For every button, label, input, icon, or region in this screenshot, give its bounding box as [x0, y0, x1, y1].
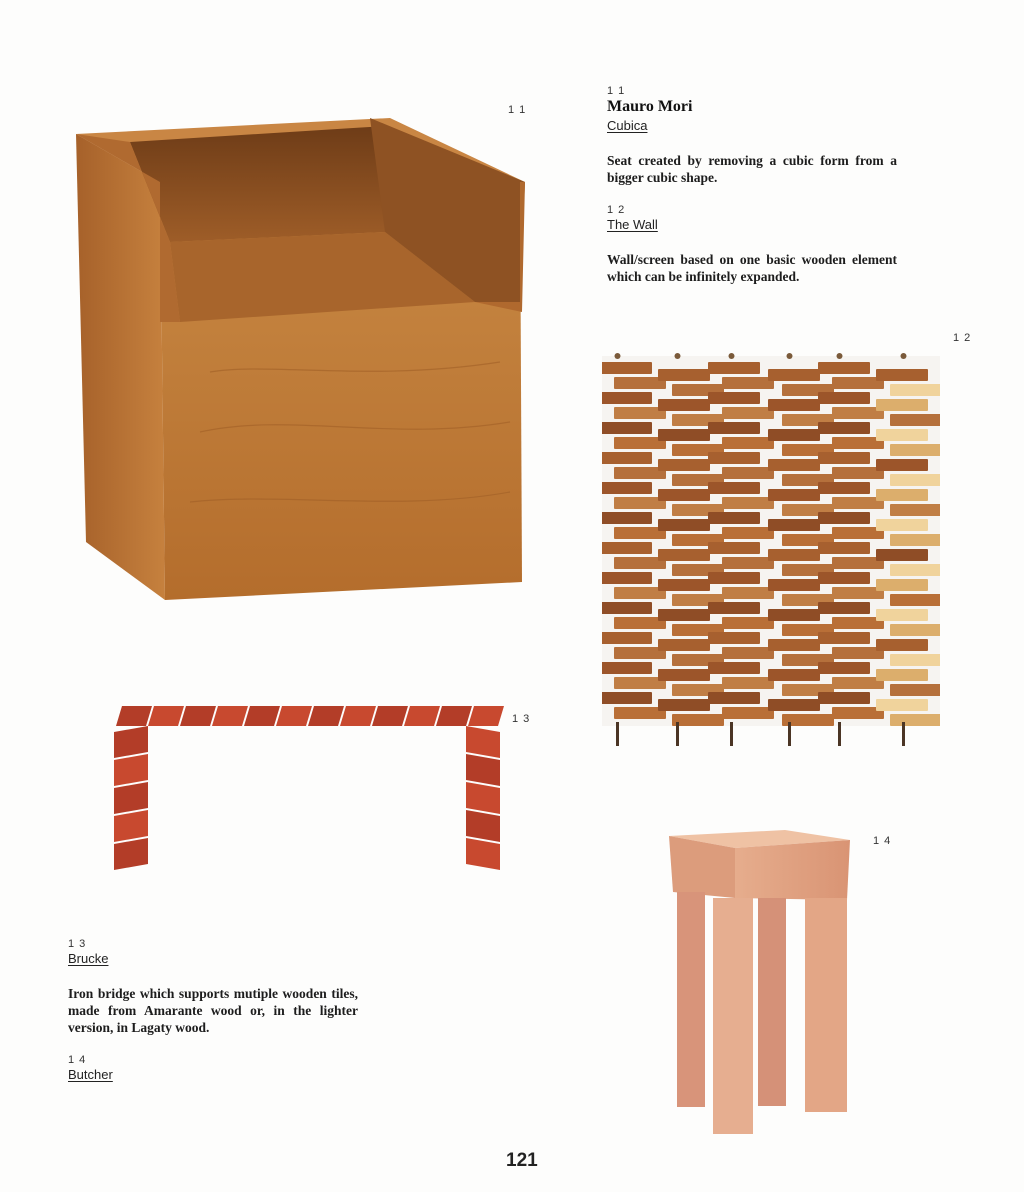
wall-foot	[788, 722, 791, 746]
wall-brick	[602, 692, 652, 704]
wall-brick	[602, 392, 652, 404]
stool-leg	[805, 898, 847, 1112]
wall-brick	[722, 407, 774, 419]
page-number: 121	[506, 1150, 538, 1171]
wall-brick	[890, 684, 940, 696]
butcher-stool-image	[665, 828, 855, 1136]
wall-brick	[658, 429, 710, 441]
item-title-brucke[interactable]: Brucke	[68, 951, 109, 966]
wall-brick	[722, 497, 774, 509]
stool-leg	[713, 898, 753, 1134]
wall-brick	[768, 639, 820, 651]
wall-brick	[722, 617, 774, 629]
wall-brick	[658, 519, 710, 531]
wall-brick	[768, 669, 820, 681]
bench-slat	[276, 706, 312, 726]
wall-brick	[818, 512, 870, 524]
wall-brick	[818, 362, 870, 374]
wall-brick	[890, 594, 940, 606]
wall-brick	[768, 489, 820, 501]
wall-brick	[876, 429, 928, 441]
bench-slat	[180, 706, 216, 726]
wall-brick	[876, 489, 928, 501]
wall-brick	[658, 699, 710, 711]
wall-brick	[890, 474, 940, 486]
wall-brick	[658, 579, 710, 591]
wall-brick	[658, 549, 710, 561]
wall-pin	[675, 353, 681, 359]
wall-foot	[676, 722, 679, 746]
wall-brick	[890, 714, 940, 726]
wall-brick	[708, 542, 760, 554]
wall-pin	[615, 353, 621, 359]
wall-brick	[602, 362, 652, 374]
wall-brick	[890, 384, 940, 396]
bench-top-slats	[116, 706, 504, 726]
bench-slat	[340, 706, 376, 726]
wall-brick	[768, 579, 820, 591]
wall-brick	[658, 369, 710, 381]
wall-brick	[768, 519, 820, 531]
wall-brick	[658, 609, 710, 621]
wall-brick	[876, 609, 928, 621]
wall-brick	[876, 399, 928, 411]
chair-inner-back	[130, 126, 385, 242]
wall-brick	[708, 602, 760, 614]
wall-brick	[672, 714, 724, 726]
bench-leg-slat-left	[114, 838, 148, 870]
wall-brick	[722, 557, 774, 569]
bench-leg-slat-right	[466, 810, 500, 842]
bench-slat	[436, 706, 472, 726]
wall-brick	[722, 437, 774, 449]
bench-slat	[372, 706, 408, 726]
wall-brick	[708, 632, 760, 644]
wall-brick	[658, 399, 710, 411]
item-index: 1 1	[607, 85, 626, 97]
wall-brick	[768, 459, 820, 471]
item-title-cubica[interactable]: Cubica	[607, 118, 648, 133]
bench-slat	[308, 706, 344, 726]
wall-brick	[818, 572, 870, 584]
brucke-bench-image	[110, 702, 505, 882]
wall-brick	[818, 692, 870, 704]
wall-brick	[818, 482, 870, 494]
wall-brick	[602, 452, 652, 464]
stool-front-face	[735, 840, 850, 900]
wall-foot	[838, 722, 841, 746]
bench-slat	[468, 706, 504, 726]
wall-brick	[890, 414, 940, 426]
bench-slat	[212, 706, 248, 726]
wall-brick	[602, 632, 652, 644]
item-description-brucke: Iron bridge which supports mutiple wooden tiles, made from Amarante wood or, in the lighter version, in Lagaty wood.	[68, 986, 358, 1035]
designer-name: Mauro Mori	[607, 98, 693, 115]
bench-slat	[116, 706, 152, 726]
wall-brick	[818, 662, 870, 674]
wall-brick	[708, 662, 760, 674]
wall-brick	[602, 512, 652, 524]
wall-brick	[708, 572, 760, 584]
wall-brick	[876, 639, 928, 651]
wall-brick	[818, 392, 870, 404]
bench-leg-slats	[114, 726, 500, 870]
wall-foot	[616, 722, 619, 746]
wall-brick	[818, 422, 870, 434]
wall-brick	[708, 512, 760, 524]
wall-brick	[890, 624, 940, 636]
wall-brick	[890, 654, 940, 666]
wall-brick	[722, 587, 774, 599]
wall-brick	[708, 362, 760, 374]
wall-pin	[729, 353, 735, 359]
bench-leg-slat-left	[114, 754, 148, 786]
wall-pin	[901, 353, 907, 359]
wall-brick	[708, 422, 760, 434]
item-description-wall: Wall/screen based on one basic wooden element which can be infinitely expanded.	[607, 252, 897, 284]
text-block-1	[607, 85, 897, 285]
wall-pin	[787, 353, 793, 359]
wall-brick	[768, 429, 820, 441]
wall-brick	[768, 369, 820, 381]
wall-pin	[837, 353, 843, 359]
bench-leg-slat-left	[114, 726, 148, 758]
cubica-chair-image	[70, 112, 525, 604]
image-label-brucke: 1 3	[512, 713, 531, 725]
wall-brick	[722, 707, 774, 719]
wall-brick	[876, 459, 928, 471]
wall-brick	[722, 377, 774, 389]
wall-brick	[876, 669, 928, 681]
wall-brick	[722, 647, 774, 659]
wall-brick	[818, 452, 870, 464]
chair-left-face	[76, 134, 165, 600]
wall-brick	[818, 542, 870, 554]
wall-brick	[658, 669, 710, 681]
item-index: 1 2	[607, 204, 626, 216]
bench-leg-slat-left	[114, 810, 148, 842]
wall-brick	[658, 489, 710, 501]
wall-brick	[708, 692, 760, 704]
image-label-butcher: 1 4	[873, 835, 892, 847]
wall-brick	[708, 452, 760, 464]
bench-leg-slat-right	[466, 726, 500, 758]
wall-brick	[876, 549, 928, 561]
wall-brick	[722, 467, 774, 479]
image-label-wall: 1 2	[953, 332, 972, 344]
wall-brick	[876, 699, 928, 711]
wall-brick	[768, 399, 820, 411]
bench-slat	[148, 706, 184, 726]
wall-brick	[890, 534, 940, 546]
wall-brick	[602, 542, 652, 554]
image-label-cubica: 1 1	[508, 104, 527, 116]
wall-brick	[602, 572, 652, 584]
wall-brick	[768, 699, 820, 711]
wall-brick	[818, 602, 870, 614]
item-title-wall[interactable]: The Wall	[607, 217, 658, 232]
item-index: 1 3	[68, 938, 87, 950]
bench-leg-slat-right	[466, 754, 500, 786]
wall-brick	[602, 482, 652, 494]
wall-brick	[818, 632, 870, 644]
item-title-butcher[interactable]: Butcher	[68, 1067, 113, 1082]
bench-leg-slat-left	[114, 782, 148, 814]
bench-slat	[244, 706, 280, 726]
wall-foot	[730, 722, 733, 746]
bench-leg-slat-right	[466, 782, 500, 814]
wall-brick	[658, 459, 710, 471]
wall-brick	[890, 444, 940, 456]
wall-brick	[722, 527, 774, 539]
wall-brick	[658, 639, 710, 651]
wall-brick	[876, 369, 928, 381]
wall-brick	[602, 422, 652, 434]
wall-screen-image	[602, 326, 940, 760]
wall-foot	[902, 722, 905, 746]
wall-brick	[602, 662, 652, 674]
wall-brick	[768, 609, 820, 621]
wall-brick	[768, 549, 820, 561]
stool-leg	[677, 892, 705, 1107]
item-description-cubica: Seat created by removing a cubic form from a bigger cubic shape.	[607, 153, 897, 185]
stool-leg	[758, 898, 786, 1106]
wall-brick	[890, 504, 940, 516]
bench-leg-slat-right	[466, 838, 500, 870]
wall-brick	[876, 579, 928, 591]
wall-brick	[876, 519, 928, 531]
wall-brick	[890, 564, 940, 576]
wall-brick	[722, 677, 774, 689]
wall-brick	[708, 392, 760, 404]
bench-slat	[404, 706, 440, 726]
wall-brick	[708, 482, 760, 494]
wall-brick	[602, 602, 652, 614]
text-block-2	[68, 938, 358, 1082]
item-index: 1 4	[68, 1054, 87, 1066]
